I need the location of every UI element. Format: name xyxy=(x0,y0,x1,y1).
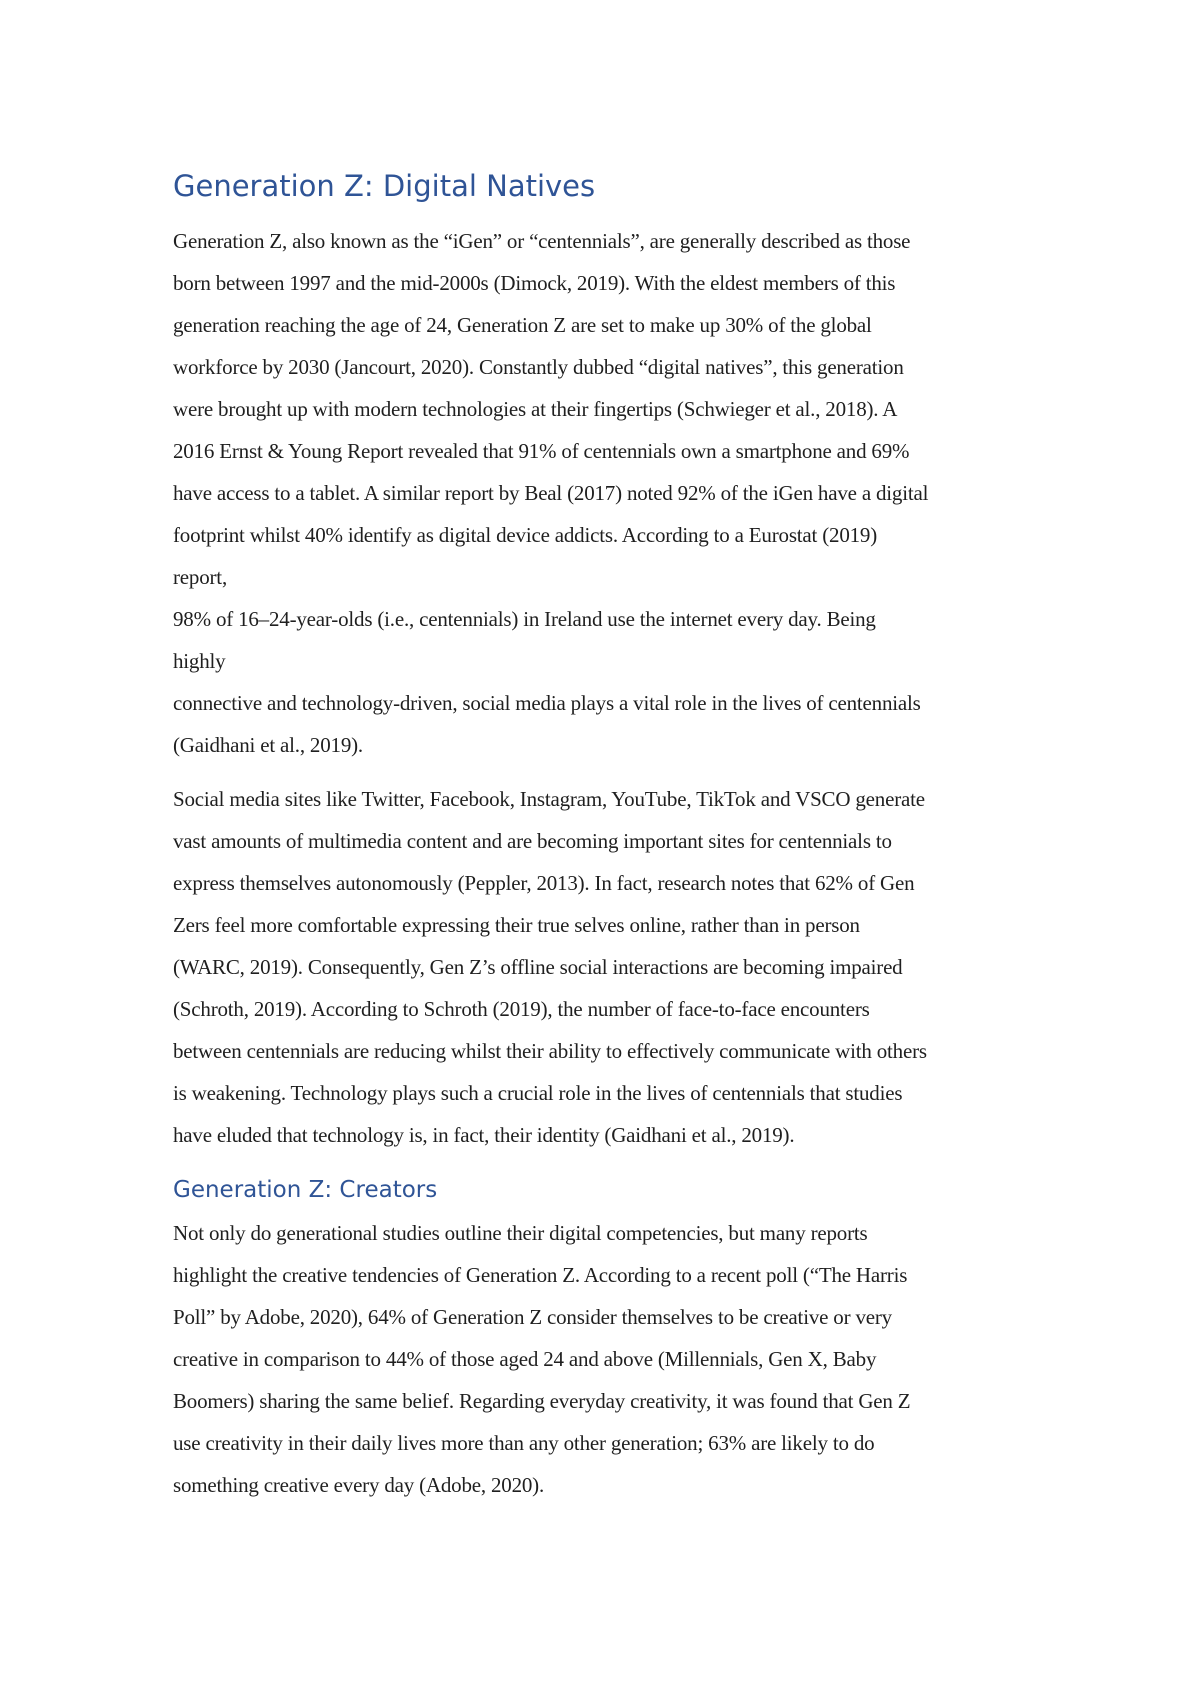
text-line: (Gaidhani et al., 2019). xyxy=(173,733,363,757)
text-line: (Schroth, 2019). According to Schroth (2019), the number of face-to-face encounters xyxy=(173,997,870,1021)
document-page xyxy=(173,160,1043,1518)
text-line: report, xyxy=(173,565,227,589)
text-line: born between 1997 and the mid-2000s (Dimock, 2019). With the eldest members of this xyxy=(173,271,896,295)
text-line: highly xyxy=(173,649,226,673)
text-line: Generation Z, also known as the “iGen” or “centennials”, are generally described as those xyxy=(173,229,911,253)
text-line: were brought up with modern technologies at their fingertips (Schwieger et al., 2018). A xyxy=(173,397,898,421)
text-line: footprint whilst 40% identify as digital device addicts. According to a Eurostat (2019) xyxy=(173,523,878,547)
section-heading-creators: Generation Z: Creators xyxy=(173,1177,438,1203)
text-line: creative in comparison to 44% of those aged 24 and above (Millennials, Gen X, Baby xyxy=(173,1347,877,1371)
text-line: highlight the creative tendencies of Generation Z. According to a recent poll (“The Harris xyxy=(173,1263,908,1287)
text-line: 98% of 16–24-year-olds (i.e., centennials) in Ireland use the internet every day. Being xyxy=(173,607,876,631)
text-line: (WARC, 2019). Consequently, Gen Z’s offline social interactions are becoming impaired xyxy=(173,955,903,979)
text-line: vast amounts of multimedia content and are becoming important sites for centennials to xyxy=(173,829,892,853)
text-line: workforce by 2030 (Jancourt, 2020). Constantly dubbed “digital natives”, this generation xyxy=(173,355,904,379)
section-heading-digital-natives: Generation Z: Digital Natives xyxy=(173,169,596,203)
text-line: Poll” by Adobe, 2020), 64% of Generation Z consider themselves to be creative or very xyxy=(173,1305,892,1329)
text-line: is weakening. Technology plays such a crucial role in the lives of centennials that studies xyxy=(173,1081,903,1105)
text-line: 2016 Ernst & Young Report revealed that 91% of centennials own a smartphone and 69% xyxy=(173,439,910,463)
text-line: Not only do generational studies outline their digital competencies, but many reports xyxy=(173,1221,868,1245)
text-line: something creative every day (Adobe, 2020). xyxy=(173,1473,545,1497)
text-line: generation reaching the age of 24, Generation Z are set to make up 30% of the global xyxy=(173,313,872,337)
text-line: have eluded that technology is, in fact, their identity (Gaidhani et al., 2019). xyxy=(173,1123,795,1147)
text-line: Social media sites like Twitter, Facebook, Instagram, YouTube, TikTok and VSCO generate xyxy=(173,787,925,811)
paragraph-digital-natives xyxy=(173,220,1043,766)
text-line: between centennials are reducing whilst their ability to effectively communicate with others xyxy=(173,1039,927,1063)
paragraph-creators xyxy=(173,1212,1043,1506)
text-line: have access to a tablet. A similar report by Beal (2017) noted 92% of the iGen have a digital xyxy=(173,481,929,505)
paragraph-social-media xyxy=(173,778,1043,1156)
text-line: Boomers) sharing the same belief. Regarding everyday creativity, it was found that Gen Z xyxy=(173,1389,911,1413)
text-line: Zers feel more comfortable expressing their true selves online, rather than in person xyxy=(173,913,860,937)
text-line: express themselves autonomously (Peppler, 2013). In fact, research notes that 62% of Gen xyxy=(173,871,915,895)
text-line: connective and technology-driven, social media plays a vital role in the lives of centennials xyxy=(173,691,921,715)
text-line: use creativity in their daily lives more than any other generation; 63% are likely to do xyxy=(173,1431,875,1455)
